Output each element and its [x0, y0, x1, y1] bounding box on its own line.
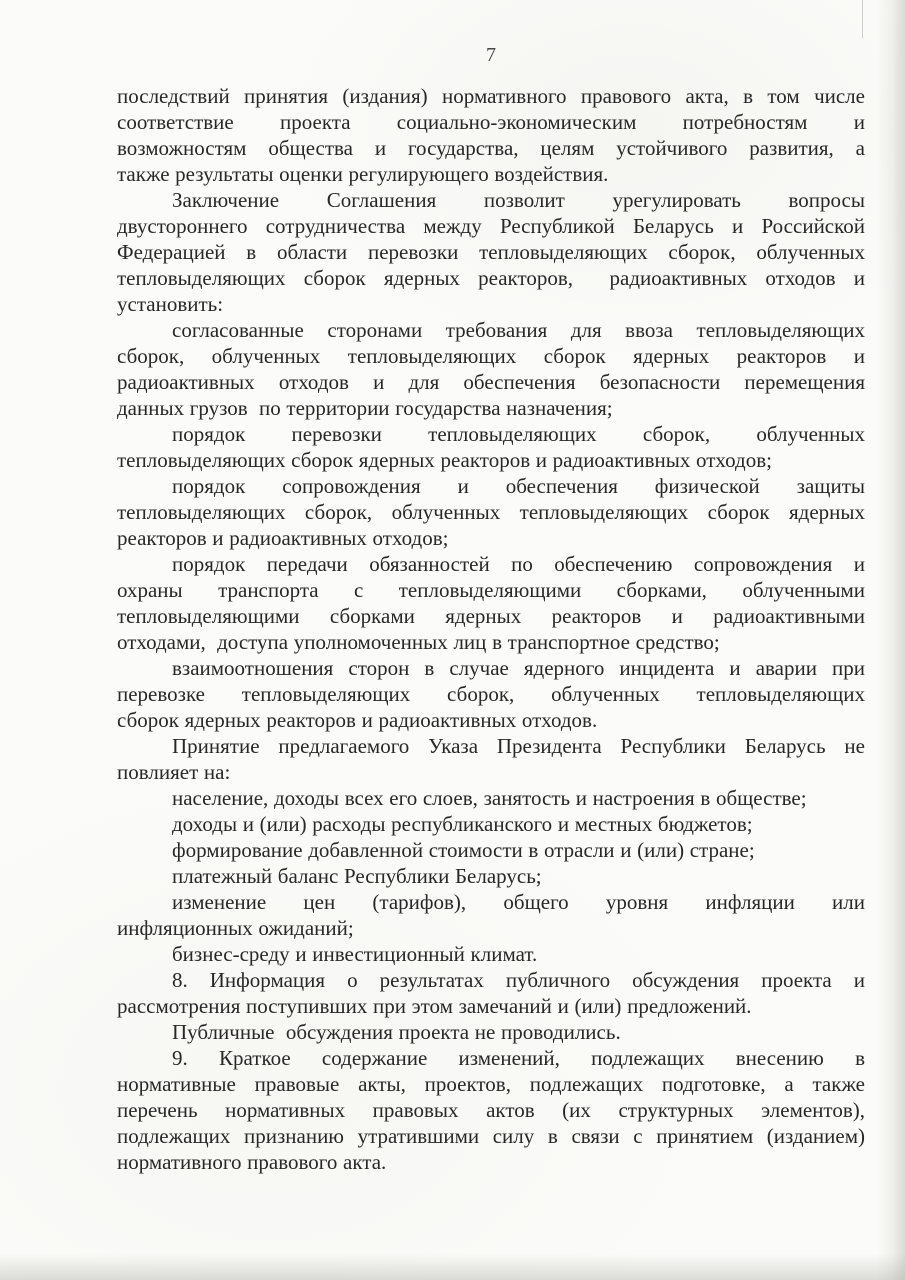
scan-artifact-line [862, 0, 863, 38]
paragraph [117, 655, 865, 733]
text-line: доходы и (или) расходы республиканского и местных бюджетов; [172, 812, 753, 836]
paragraph [117, 1045, 865, 1175]
paragraph [117, 785, 865, 811]
paragraph [117, 1019, 865, 1045]
paragraph [117, 837, 865, 863]
text-line: перевозке тепловыделяющих сборок, облученных тепловыделяющих [117, 682, 865, 706]
text-line: взаимоотношения сторон в случае ядерного инцидента и аварии при [172, 656, 865, 680]
paragraph [117, 733, 865, 785]
scan-edge-shadow-bottom [0, 1254, 905, 1280]
text-line: возможностям общества и государства, целям устойчивого развития, а [117, 136, 865, 160]
text-line: нормативного правового акта. [117, 1150, 387, 1174]
text-line: порядок передачи обязанностей по обеспечению сопровождения и [172, 552, 865, 576]
paragraph [117, 317, 865, 421]
text-line: платежный баланс Республики Беларусь; [172, 864, 542, 888]
paragraph [117, 811, 865, 837]
paragraph [117, 187, 865, 317]
text-line: отходами, доступа уполномоченных лиц в транспортное средство; [117, 630, 720, 654]
text-line: охраны транспорта с тепловыделяющими сборками, облученными [117, 578, 865, 602]
text-line: сборок ядерных реакторов и радиоактивных отходов. [117, 708, 598, 732]
text-line: перечень нормативных правовых актов (их структурных элементов), [117, 1098, 865, 1122]
text-line: Принятие предлагаемого Указа Президента Республики Беларусь не [172, 734, 865, 758]
text-line: порядок перевозки тепловыделяющих сборок, облученных [172, 422, 865, 446]
text-line: установить: [117, 292, 224, 316]
text-line: инфляционных ожиданий; [117, 916, 354, 940]
text-line: Заключение Соглашения позволит урегулировать вопросы [172, 188, 865, 212]
text-line: тепловыделяющих сборок, облученных тепловыделяющих сборок ядерных [117, 500, 865, 524]
text-line: нормативные правовые акты, проектов, подлежащих подготовке, а также [117, 1072, 865, 1096]
paragraph [117, 967, 865, 1019]
text-line: порядок сопровождения и обеспечения физической защиты [172, 474, 865, 498]
text-line: тепловыделяющих сборок ядерных реакторов и радиоактивных отходов; [117, 448, 772, 472]
paragraph [117, 863, 865, 889]
text-line: формирование добавленной стоимости в отрасли и (или) стране; [172, 838, 755, 862]
text-line: тепловыделяющих сборок ядерных реакторов, радиоактивных отходов и [117, 266, 865, 290]
paragraph [117, 889, 865, 941]
text-line: согласованные сторонами требования для ввоза тепловыделяющих [172, 318, 865, 342]
text-line: соответствие проекта социально-экономическим потребностям и [117, 110, 865, 134]
text-line: последствий принятия (издания) нормативного правового акта, в том числе [117, 84, 865, 108]
text-line: реакторов и радиоактивных отходов; [117, 526, 449, 550]
paragraph [117, 941, 865, 967]
text-line: также результаты оценки регулирующего воздействия. [117, 162, 609, 186]
page-number: 7 [486, 44, 496, 66]
text-line: радиоактивных отходов и для обеспечения безопасности перемещения [117, 370, 865, 394]
text-line: бизнес-среду и инвестиционный климат. [172, 942, 538, 966]
text-line: двустороннего сотрудничества между Республикой Беларусь и Российской [117, 214, 865, 238]
text-line: Федерацией в области перевозки тепловыделяющих сборок, облученных [117, 240, 865, 264]
document-body [117, 83, 865, 1175]
text-line: 9. Краткое содержание изменений, подлежащих внесению в [172, 1046, 865, 1070]
paragraph [117, 83, 865, 187]
paragraph [117, 421, 865, 473]
text-line: Публичные обсуждения проекта не проводились. [172, 1020, 621, 1044]
text-line: население, доходы всех его слоев, занятость и настроения в обществе; [172, 786, 807, 810]
text-line: данных грузов по территории государства назначения; [117, 396, 613, 420]
text-line: рассмотрения поступивших при этом замечаний и (или) предложений. [117, 994, 752, 1018]
text-line: тепловыделяющими сборками ядерных реакторов и радиоактивными [117, 604, 865, 628]
text-line: 8. Информация о результатах публичного обсуждения проекта и [172, 968, 865, 992]
text-line: повлияет на: [117, 760, 231, 784]
text-line: подлежащих признанию утратившими силу в связи с принятием (изданием) [117, 1124, 865, 1148]
scan-edge-shadow-right [877, 0, 905, 1280]
paragraph [117, 551, 865, 655]
text-line: изменение цен (тарифов), общего уровня инфляции или [172, 890, 865, 914]
paragraph [117, 473, 865, 551]
text-line: сборок, облученных тепловыделяющих сборок ядерных реакторов и [117, 344, 865, 368]
